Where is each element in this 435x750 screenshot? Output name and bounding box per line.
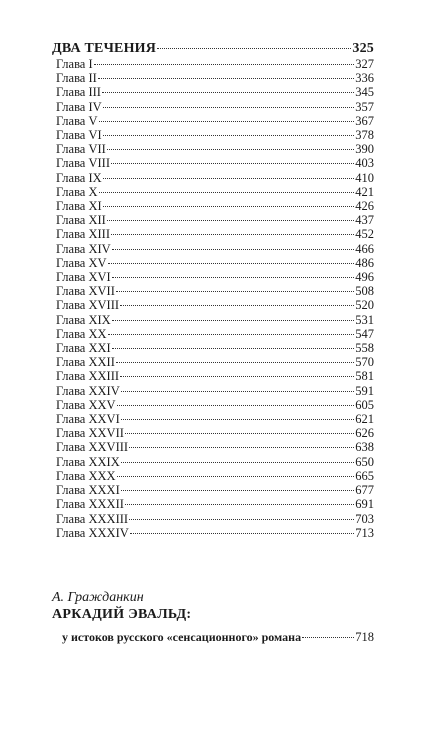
chapter-page-number: 496	[355, 270, 374, 285]
chapter-page-number: 531	[355, 312, 374, 327]
chapter-label: Глава VIII	[56, 156, 110, 171]
chapter-page-number: 426	[355, 199, 374, 214]
chapter-page-number: 626	[355, 426, 374, 441]
chapter-page-number: 520	[355, 298, 374, 313]
dot-leader	[120, 305, 354, 306]
chapter-label: Глава XXIV	[56, 383, 120, 398]
chapter-page-number: 327	[355, 57, 374, 71]
dot-leader	[129, 447, 354, 448]
essay-page-number: 718	[355, 630, 374, 644]
chapter-entry	[52, 526, 374, 540]
chapter-page-number: 421	[355, 184, 374, 199]
dot-leader	[112, 277, 355, 278]
dot-leader	[121, 391, 355, 392]
chapter-page-number: 605	[355, 397, 374, 412]
chapter-page-number: 452	[355, 227, 374, 242]
dot-leader	[125, 504, 354, 505]
chapter-page-number: 570	[355, 355, 374, 370]
section-page-number: 325	[352, 41, 374, 56]
chapter-label: Глава XXIII	[56, 369, 120, 384]
dot-leader	[112, 348, 355, 349]
essay-entry	[52, 590, 374, 645]
chapter-page-number: 486	[355, 255, 374, 270]
chapter-page-number: 677	[355, 483, 374, 498]
chapter-label: Глава XXVII	[56, 426, 124, 441]
dot-leader	[103, 206, 355, 207]
chapter-page-number: 650	[355, 454, 374, 469]
chapter-page-number: 466	[355, 241, 374, 256]
chapter-label: Глава XII	[56, 213, 106, 228]
chapter-label: Глава X	[56, 184, 98, 199]
chapter-label: Глава XXIX	[56, 454, 120, 469]
essay-subtitle-row	[52, 629, 374, 645]
section-title: ДВА ТЕЧЕНИЯ	[52, 41, 157, 56]
chapter-label: Глава XXXII	[56, 497, 124, 512]
chapter-entry	[52, 369, 374, 383]
chapter-entry	[52, 185, 374, 199]
dot-leader	[121, 462, 355, 463]
chapter-label: Глава XXX	[56, 468, 116, 483]
chapter-entry	[52, 256, 374, 270]
dot-leader	[130, 533, 354, 534]
chapter-page-number: 336	[355, 71, 374, 86]
chapter-entry	[52, 327, 374, 341]
chapter-entry	[52, 298, 374, 312]
chapter-label: Глава XXV	[56, 397, 116, 412]
chapter-label: Глава XVI	[56, 270, 111, 285]
chapter-page-number: 547	[355, 326, 374, 341]
chapter-page-number: 378	[355, 128, 374, 143]
chapter-label: Глава I	[56, 57, 93, 71]
dot-leader	[111, 234, 354, 235]
chapter-page-number: 558	[355, 341, 374, 356]
chapter-page-number: 581	[355, 369, 374, 384]
chapter-label: Глава XXXIV	[56, 525, 129, 540]
chapter-entry	[52, 398, 374, 412]
dot-leader	[116, 362, 354, 363]
dot-leader	[129, 519, 354, 520]
chapter-entry	[52, 355, 374, 369]
chapter-label: Глава XX	[56, 326, 107, 341]
chapter-entry	[52, 156, 374, 170]
chapter-entry	[52, 313, 374, 327]
chapter-label: Глава XXXIII	[56, 511, 129, 526]
chapter-entry	[52, 100, 374, 114]
chapter-entry	[52, 85, 374, 99]
chapter-page-number: 345	[355, 85, 374, 100]
chapter-page-number: 591	[355, 383, 374, 398]
dot-leader	[103, 107, 355, 108]
chapter-entry	[52, 512, 374, 526]
chapter-label: Глава XVII	[56, 284, 115, 299]
chapter-entry	[52, 242, 374, 256]
chapter-entry	[52, 71, 374, 85]
essay-title: АРКАДИЙ ЭВАЛЬД:	[52, 607, 192, 622]
dot-leader	[120, 376, 354, 377]
toc-section-heading	[52, 40, 374, 57]
chapter-entry	[52, 469, 374, 483]
dot-leader	[112, 249, 355, 250]
chapter-page-number: 367	[355, 113, 374, 128]
chapter-entry	[52, 199, 374, 213]
chapter-page-number: 410	[355, 170, 374, 185]
chapter-entry	[52, 412, 374, 426]
essay-author: А. Гражданкин	[52, 590, 144, 605]
chapter-entry	[52, 213, 374, 227]
chapter-page-number: 691	[355, 497, 374, 512]
chapter-entry	[52, 142, 374, 156]
dot-leader	[103, 178, 355, 179]
chapter-entry	[52, 440, 374, 454]
dot-leader	[102, 92, 354, 93]
dot-leader	[107, 220, 354, 221]
chapter-page-number: 703	[355, 511, 374, 526]
dot-leader	[121, 419, 355, 420]
dot-leader	[103, 135, 355, 136]
dot-leader	[94, 64, 355, 65]
chapter-label: Глава XVIII	[56, 298, 120, 313]
chapter-label: Глава XXVI	[56, 412, 120, 427]
chapter-label: Глава VII	[56, 142, 106, 157]
dot-leader	[117, 476, 355, 477]
chapter-label: Глава XXII	[56, 355, 115, 370]
dot-leader	[98, 78, 354, 79]
chapter-page-number: 403	[355, 156, 374, 171]
chapter-label: Глава XXVIII	[56, 440, 129, 455]
chapter-page-number: 638	[355, 440, 374, 455]
chapter-label: Глава XIII	[56, 227, 110, 242]
chapter-entry	[52, 455, 374, 469]
chapter-entry	[52, 483, 374, 497]
dot-leader	[107, 149, 354, 150]
chapter-entry	[52, 171, 374, 185]
chapter-label: Глава IX	[56, 170, 102, 185]
chapter-label: Глава III	[56, 85, 101, 100]
chapter-page-number: 713	[355, 525, 374, 540]
chapter-page-number: 508	[355, 284, 374, 299]
chapter-label: Глава XI	[56, 199, 102, 214]
dot-leader	[111, 163, 354, 164]
dot-leader	[112, 320, 355, 321]
chapter-label: Глава XIV	[56, 241, 111, 256]
dot-leader	[108, 334, 355, 335]
chapter-entry	[52, 426, 374, 440]
chapter-entry	[52, 341, 374, 355]
chapter-entry	[52, 114, 374, 128]
chapter-label: Глава XXXI	[56, 483, 120, 498]
dot-leader	[121, 490, 355, 491]
chapter-entry	[52, 497, 374, 511]
chapter-label: Глава V	[56, 113, 98, 128]
dot-leader	[99, 121, 355, 122]
essay-subtitle: у истоков русского «сенсационного» романа	[62, 630, 302, 644]
chapter-entry	[52, 57, 374, 71]
dot-leader	[157, 48, 351, 49]
chapter-page-number: 390	[355, 142, 374, 157]
chapter-entry	[52, 128, 374, 142]
dot-leader	[117, 405, 355, 406]
chapter-page-number: 357	[355, 99, 374, 114]
chapter-label: Глава XXI	[56, 341, 111, 356]
chapter-entry	[52, 270, 374, 284]
chapter-entry	[52, 284, 374, 298]
dot-leader	[99, 192, 355, 193]
chapter-label: Глава VI	[56, 128, 102, 143]
dot-leader	[116, 291, 354, 292]
chapter-list	[52, 57, 374, 540]
table-of-contents	[52, 40, 374, 540]
chapter-label: Глава II	[56, 71, 97, 86]
chapter-page-number: 621	[355, 412, 374, 427]
dot-leader	[125, 433, 354, 434]
chapter-page-number: 437	[355, 213, 374, 228]
chapter-label: Глава XV	[56, 255, 107, 270]
dot-leader	[302, 637, 354, 638]
dot-leader	[108, 263, 355, 264]
chapter-entry	[52, 384, 374, 398]
chapter-label: Глава XIX	[56, 312, 111, 327]
chapter-entry	[52, 227, 374, 241]
chapter-label: Глава IV	[56, 99, 102, 114]
chapter-page-number: 665	[355, 468, 374, 483]
